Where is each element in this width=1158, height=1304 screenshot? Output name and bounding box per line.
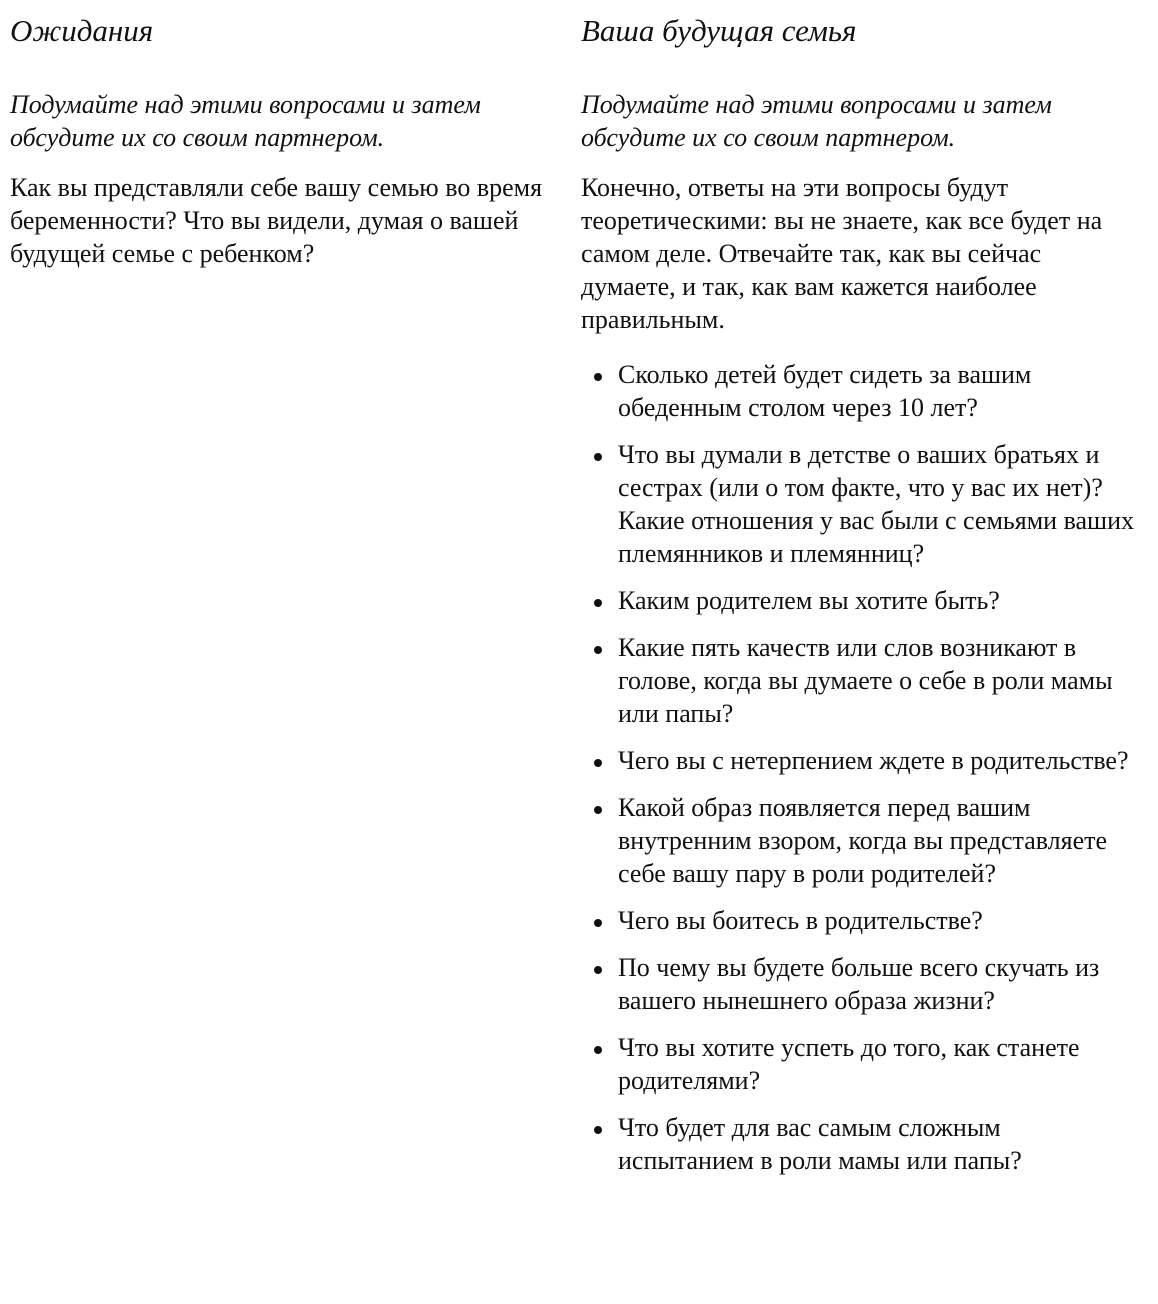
bullet-icon xyxy=(594,1126,602,1134)
lead-instruction: Подумайте над этими вопросами и затем обсудите их со своим партнером. xyxy=(10,90,481,152)
list-item xyxy=(581,951,1141,1017)
list-item xyxy=(581,791,1141,890)
list-item xyxy=(581,904,1141,937)
bullet-icon xyxy=(594,646,602,654)
list-item-text: Какой образ появляется перед вашим внутренним взором, когда вы представляете себе вашу пару в роли родителей? xyxy=(618,793,1108,888)
lead-instruction: Подумайте над этими вопросами и затем обсудите их со своим партнером. xyxy=(581,90,1052,152)
list-item xyxy=(581,358,1141,424)
list-item xyxy=(581,1111,1141,1177)
bullet-icon xyxy=(594,599,602,607)
questions-list xyxy=(581,358,1141,1177)
bullet-icon xyxy=(594,759,602,767)
section-heading-expectations: Ожидания xyxy=(10,13,154,48)
list-item-text: Какие пять качеств или слов возникают в голове, когда вы думаете о себе в роли мамы или папы? xyxy=(618,633,1113,728)
right-column xyxy=(581,0,1141,1191)
list-item xyxy=(581,438,1141,570)
bullet-icon xyxy=(594,1046,602,1054)
list-item-text: Что вы думали в детстве о ваших братьях и сестрах (или о том факте, что у вас их нет)? Какие отношения у вас были с семьями ваших племянников и племянниц? xyxy=(618,440,1134,568)
bullet-icon xyxy=(594,373,602,381)
list-item xyxy=(581,744,1141,777)
list-item xyxy=(581,1031,1141,1097)
left-column xyxy=(10,0,560,270)
list-item-text: Что вы хотите успеть до того, как станете родителями? xyxy=(618,1033,1080,1095)
section-heading-future-family: Ваша будущая семья xyxy=(581,13,857,48)
bullet-icon xyxy=(594,806,602,814)
list-item xyxy=(581,584,1141,617)
list-item-text: По чему вы будете больше всего скучать из вашего нынешнего образа жизни? xyxy=(618,953,1100,1015)
bullet-icon xyxy=(594,966,602,974)
list-item xyxy=(581,631,1141,730)
list-item-text: Чего вы с нетерпением ждете в родительстве? xyxy=(618,746,1129,775)
body-paragraph: Конечно, ответы на эти вопросы будут теоретическими: вы не знаете, как все будет на самом деле. Отвечайте так, как вы сейчас думаете, и так, как вам кажется наиболее правильным. xyxy=(581,173,1103,334)
list-item-text: Каким родителем вы хотите быть? xyxy=(618,586,1000,615)
body-paragraph: Как вы представляли себе вашу семью во время беременности? Что вы видели, думая о вашей будущей семье с ребенком? xyxy=(10,173,543,268)
bullet-icon xyxy=(594,919,602,927)
list-item-text: Что будет для вас самым сложным испытанием в роли мамы или папы? xyxy=(618,1113,1022,1175)
list-item-text: Чего вы боитесь в родительстве? xyxy=(618,906,983,935)
bullet-icon xyxy=(594,453,602,461)
list-item-text: Сколько детей будет сидеть за вашим обеденным столом через 10 лет? xyxy=(618,360,1032,422)
